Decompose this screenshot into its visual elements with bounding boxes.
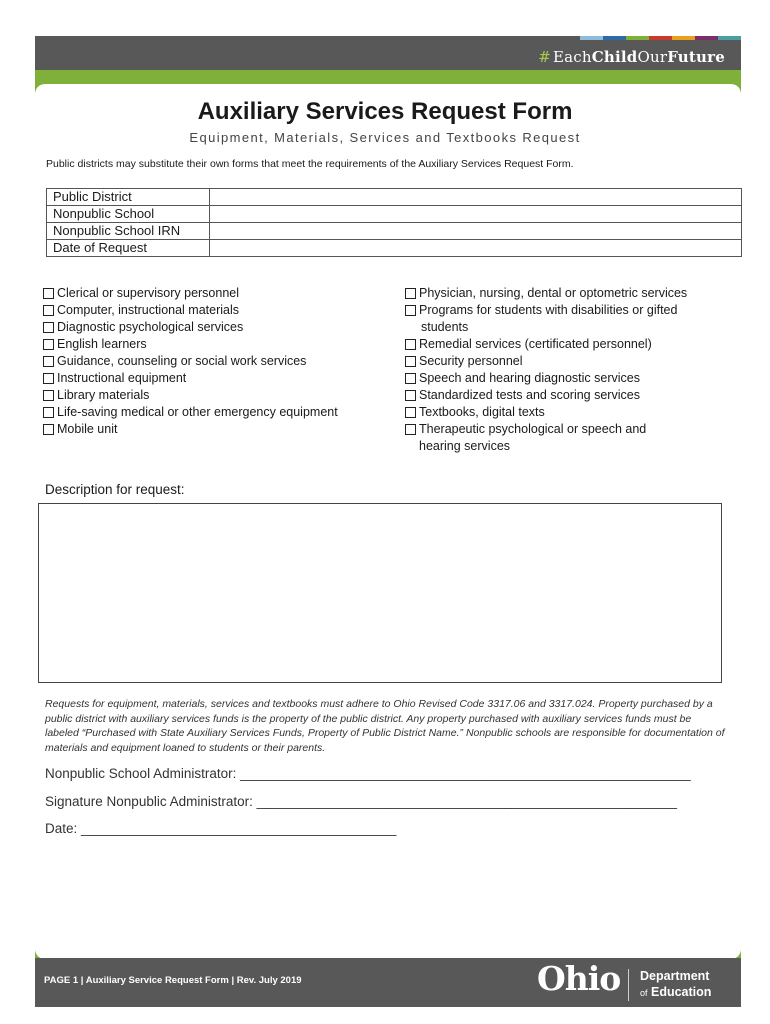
footer-curve [35,945,741,959]
checkbox[interactable] [43,288,54,299]
table-row [47,240,742,257]
description-textarea[interactable] [38,503,722,683]
option-physician: Physician, nursing, dental or optometric services [405,285,725,302]
option-speech-hearing: Speech and hearing diagnostic services [405,370,725,387]
checkbox[interactable] [43,356,54,367]
checkbox[interactable] [43,305,54,316]
option-library: Library materials [43,387,383,404]
option-standardized-tests: Standardized tests and scoring services [405,387,725,404]
substitution-note: Public districts may substitute their own forms that meet the requirements of the Auxiliary Services Request Form. [46,158,574,170]
ohio-logo: Ohio [537,959,621,998]
legal-notice: Requests for equipment, materials, services and textbooks must adhere to Ohio Revised Code 3317.06 and 3317.024. Property purchased by a public district with auxiliary services funds is the property of the public district. Any property purchased with auxiliary services funds must be labeled “Purchased with State Auxiliary Services Funds, Property of Public District Name.” Nonpublic schools are responsible for documentation of materials and equipment loaned to students or their parents. [45,698,725,754]
irn-label: Nonpublic School IRN [47,223,210,240]
option-security: Security personnel [405,353,725,370]
table-row [47,189,742,206]
option-instructional-equipment: Instructional equipment [43,370,383,387]
irn-field[interactable] [210,223,742,240]
option-mobile-unit: Mobile unit [43,421,383,438]
option-english-learners: English learners [43,336,383,353]
option-guidance: Guidance, counseling or social work services [43,353,383,370]
checkbox[interactable] [43,424,54,435]
header-bar [35,36,741,70]
footer [35,945,741,1007]
administrator-signature-line[interactable]: Nonpublic School Administrator: ____________________________________________________________ [45,766,691,781]
checkbox[interactable] [43,373,54,384]
checkbox[interactable] [405,305,416,316]
date-of-request-label: Date of Request [47,240,210,257]
department-of-education-logo: Department of Education [640,969,712,999]
option-computer: Computer, instructional materials [43,302,383,319]
option-textbooks: Textbooks, digital texts [405,404,725,421]
option-clerical: Clerical or supervisory personnel [43,285,383,302]
logo-divider [628,969,629,1001]
checkbox[interactable] [405,424,416,435]
option-remedial: Remedial services (certificated personnel) [405,336,725,353]
checkbox[interactable] [43,339,54,350]
option-diagnostic: Diagnostic psychological services [43,319,383,336]
nonpublic-school-field[interactable] [210,206,742,223]
checkbox[interactable] [405,356,416,367]
public-district-label: Public District [47,189,210,206]
table-row [47,206,742,223]
date-line[interactable]: Date: __________________________________________ [45,821,397,836]
tagline-logo: # EachChildOurFuture [538,48,725,66]
nonpublic-school-label: Nonpublic School [47,206,210,223]
footer-page-info: PAGE 1 | Auxiliary Service Request Form | Rev. July 2019 [44,975,302,986]
signature-line[interactable]: Signature Nonpublic Administrator: ________________________________________________________ [45,794,678,809]
checkbox[interactable] [43,390,54,401]
page-subtitle: Equipment, Materials, Services and Textbooks Request [189,130,581,145]
school-info-table [46,188,742,257]
checkbox[interactable] [405,407,416,418]
date-of-request-field[interactable] [210,240,742,257]
option-programs-disabilities: Programs for students with disabilities or gifted students [405,302,725,336]
service-options-left [43,285,383,438]
checkbox[interactable] [43,322,54,333]
table-row [47,223,742,240]
color-stripes [580,36,741,40]
checkbox[interactable] [405,288,416,299]
option-life-saving: Life-saving medical or other emergency equipment [43,404,383,421]
option-therapeutic: Therapeutic psychological or speech and hearing services [405,421,725,455]
service-options-right [405,285,725,455]
checkbox[interactable] [405,390,416,401]
public-district-field[interactable] [210,189,742,206]
checkbox[interactable] [43,407,54,418]
checkbox[interactable] [405,339,416,350]
checkbox[interactable] [405,373,416,384]
description-label: Description for request: [45,482,185,497]
page-title: Auxiliary Services Request Form [197,98,573,125]
